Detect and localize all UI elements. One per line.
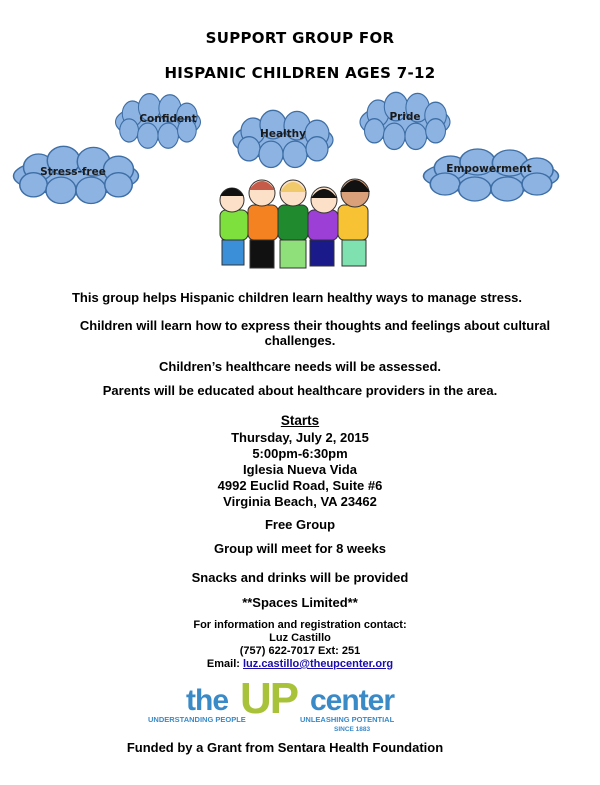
contact-email-line [0,658,600,670]
weeks-info: Group will meet for 8 weeks [214,541,386,556]
title-line-1: SUPPORT GROUP FOR [205,29,395,47]
cloud-empowerment [424,149,559,201]
title-line-2: HISPANIC CHILDREN AGES 7-12 [164,64,436,82]
paragraph-stress: This group helps Hispanic children learn healthy ways to manage stress. [71,290,523,305]
cloud-label-pride: Pride [389,111,421,123]
snacks-info: Snacks and drinks will be provided [191,570,409,585]
paragraph-parents: Parents will be educated about healthcare providers in the area. [102,383,498,398]
email-label: Email: [206,658,243,670]
children-illustration [220,179,370,268]
free-group: Free Group [264,517,336,532]
city: Virginia Beach, VA 23462 [223,494,377,509]
contact-phone: (757) 622-7017 Ext: 251 [239,645,361,657]
spaces-limited: **Spaces Limited** [242,595,358,610]
logo-tag-left: UNDERSTANDING PEOPLE [148,715,246,724]
clouds-illustration [0,0,600,280]
cloud-label-stress-free: Stress-free [40,166,106,178]
paragraph-express-1: Children will learn how to express their thoughts and feelings about cultural [79,318,551,333]
venue: Iglesia Nueva Vida [243,462,357,477]
cloud-label-healthy: Healthy [260,128,306,140]
paragraph-healthcare: Children’s healthcare needs will be assessed. [158,359,442,374]
starts-heading: Starts [280,413,320,428]
logo-up: UP [240,674,298,723]
contact-intro: For information and registration contact: [193,619,407,631]
paragraph-express-2: challenges. [264,333,336,348]
contact-name: Luz Castillo [269,632,331,644]
cloud-label-empowerment: Empowerment [446,163,532,175]
start-date: Thursday, July 2, 2015 [231,430,369,445]
funded-by: Funded by a Grant from Sentara Health Foundation [126,740,444,755]
start-time: 5:00pm-6:30pm [252,446,348,461]
logo-the: the [186,684,228,717]
email-link[interactable]: luz.castillo@theupcenter.org [242,658,394,670]
cloud-label-confident: Confident [139,113,197,125]
logo-since: SINCE 1883 [334,726,371,733]
address: 4992 Euclid Road, Suite #6 [217,478,383,493]
logo-center: center [310,684,395,717]
logo-tag-right: UNLEASHING POTENTIAL [300,715,395,724]
up-center-logo [148,676,438,736]
